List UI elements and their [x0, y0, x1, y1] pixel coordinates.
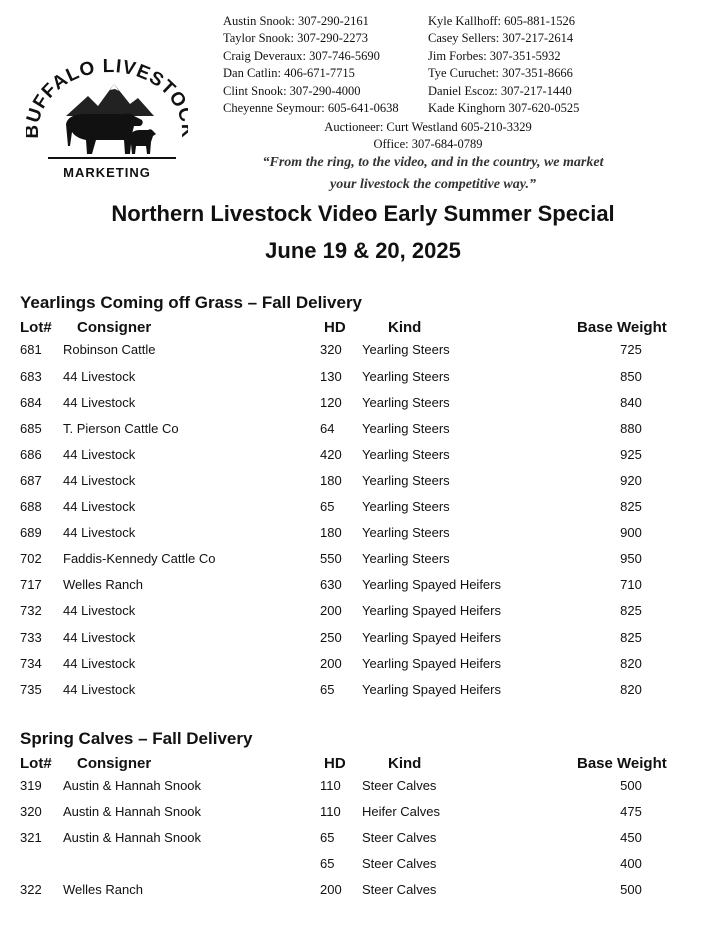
cell-weight: 850	[620, 369, 642, 384]
cell-weight: 825	[620, 603, 642, 618]
cell-kind: Yearling Steers	[362, 551, 450, 566]
cell-hd: 200	[320, 603, 342, 618]
cell-consigner: Austin & Hannah Snook	[63, 830, 202, 845]
cell-consigner: 44 Livestock	[63, 682, 136, 697]
cell-consigner: 44 Livestock	[63, 656, 136, 671]
col-header-consigner: Consigner	[77, 755, 152, 772]
cell-kind: Yearling Steers	[362, 473, 450, 488]
cell-weight: 840	[620, 395, 642, 410]
cell-lot: 734	[20, 656, 42, 671]
cell-weight: 725	[620, 342, 642, 357]
cell-kind: Steer Calves	[362, 830, 437, 845]
cell-lot: 686	[20, 447, 42, 462]
col-header-lot: Lot#	[20, 319, 52, 336]
logo-brand-bottom: MARKETING	[63, 165, 151, 180]
contact-entry: Craig Deveraux: 307-746-5690	[223, 48, 380, 63]
cell-weight: 950	[620, 551, 642, 566]
section-title-yearlings: Yearlings Coming off Grass – Fall Delivery	[20, 293, 363, 312]
cell-hd: 180	[320, 525, 342, 540]
cell-lot: 684	[20, 395, 42, 410]
col-header-weight: Base Weight	[577, 755, 667, 772]
cell-kind: Yearling Spayed Heifers	[362, 656, 501, 671]
cell-weight: 880	[620, 421, 642, 436]
cell-hd: 120	[320, 395, 342, 410]
cell-consigner: 44 Livestock	[63, 473, 136, 488]
cell-weight: 925	[620, 447, 642, 462]
slogan-line-1: “From the ring, to the video, and in the country, we market	[262, 155, 604, 170]
contact-entry: Kade Kinghorn 307-620-0525	[428, 101, 580, 116]
cell-weight: 900	[620, 525, 642, 540]
cell-kind: Yearling Spayed Heifers	[362, 577, 501, 592]
cell-hd: 130	[320, 369, 342, 384]
cell-weight: 825	[620, 499, 642, 514]
cell-consigner: T. Pierson Cattle Co	[63, 421, 179, 436]
contact-entry: Dan Catlin: 406-671-7715	[223, 66, 355, 81]
cell-hd: 65	[320, 499, 335, 514]
logo-brand-top: FFALO LIVEST	[29, 55, 180, 113]
auctioneer-line: Auctioneer: Curt Westland 605-210-3329	[324, 120, 532, 134]
cell-lot: 320	[20, 804, 42, 819]
cell-kind: Yearling Steers	[362, 421, 450, 436]
cell-hd: 200	[320, 656, 342, 671]
cell-lot: 732	[20, 603, 42, 618]
cell-hd: 180	[320, 473, 342, 488]
buffalo-livestock-logo	[26, 54, 188, 182]
cell-consigner: Austin & Hannah Snook	[63, 804, 202, 819]
cell-kind: Yearling Steers	[362, 499, 450, 514]
cell-lot: 319	[20, 778, 42, 793]
cell-weight: 500	[620, 882, 642, 897]
cell-kind: Yearling Steers	[362, 525, 450, 540]
col-header-consigner: Consigner	[77, 319, 152, 336]
contact-list-left	[223, 13, 399, 117]
cell-kind: Yearling Steers	[362, 369, 450, 384]
cell-kind: Steer Calves	[362, 856, 437, 871]
contact-entry: Austin Snook: 307-290-2161	[223, 14, 369, 28]
cell-kind: Yearling Steers	[362, 395, 450, 410]
office-line: Office: 307-684-0789	[373, 137, 483, 151]
cell-consigner: Robinson Cattle	[63, 342, 156, 357]
cell-weight: 825	[620, 630, 642, 645]
cell-weight: 475	[620, 804, 642, 819]
cell-hd: 320	[320, 342, 342, 357]
cell-kind: Steer Calves	[362, 882, 437, 897]
contact-entry: Daniel Escoz: 307-217-1440	[428, 83, 572, 98]
section-title-spring-calves: Spring Calves – Fall Delivery	[20, 729, 253, 748]
contact-entry: Jim Forbes: 307-351-5932	[428, 48, 561, 63]
cell-lot: 687	[20, 473, 42, 488]
cell-consigner: 44 Livestock	[63, 499, 136, 514]
cell-lot: 685	[20, 421, 42, 436]
cell-hd: 65	[320, 856, 335, 871]
cell-kind: Yearling Spayed Heifers	[362, 630, 501, 645]
cell-kind: Yearling Steers	[362, 342, 450, 357]
contact-entry: Cheyenne Seymour: 605-641-0638	[223, 101, 399, 116]
contact-entry: Tye Curuchet: 307-351-8666	[428, 66, 573, 81]
cell-hd: 250	[320, 630, 342, 645]
cell-hd: 420	[320, 447, 342, 462]
cell-lot: 702	[20, 551, 42, 566]
cell-weight: 820	[620, 656, 642, 671]
col-header-hd: HD	[324, 755, 346, 772]
col-header-hd: HD	[324, 319, 346, 336]
cell-hd: 630	[320, 577, 342, 592]
contact-entry: Kyle Kallhoff: 605-881-1526	[428, 14, 575, 28]
cell-hd: 550	[320, 551, 342, 566]
col-header-weight: Base Weight	[577, 319, 667, 336]
cell-consigner: 44 Livestock	[63, 525, 136, 540]
cell-weight: 450	[620, 830, 642, 845]
contact-entry: Casey Sellers: 307-217-2614	[428, 31, 574, 46]
cell-consigner: Austin & Hannah Snook	[63, 778, 202, 793]
cell-consigner: Faddis-Kennedy Cattle Co	[63, 551, 216, 566]
cell-kind: Yearling Spayed Heifers	[362, 603, 501, 618]
col-header-lot: Lot#	[20, 755, 52, 772]
page-title: Northern Livestock Video Early Summer Special	[111, 201, 615, 226]
cell-hd: 64	[320, 421, 335, 436]
cell-hd: 110	[320, 778, 341, 793]
cell-kind: Heifer Calves	[362, 804, 441, 819]
cell-lot: 322	[20, 882, 42, 897]
cell-consigner: Welles Ranch	[63, 577, 143, 592]
cell-consigner: Welles Ranch	[63, 882, 143, 897]
cell-weight: 400	[620, 856, 642, 871]
contact-entry: Clint Snook: 307-290-4000	[223, 83, 361, 98]
cell-consigner: 44 Livestock	[63, 447, 136, 462]
cell-kind: Yearling Steers	[362, 447, 450, 462]
cell-consigner: 44 Livestock	[63, 395, 136, 410]
cell-lot: 681	[20, 342, 42, 357]
cell-hd: 200	[320, 882, 342, 897]
cell-lot: 321	[20, 830, 42, 845]
cell-weight: 920	[620, 473, 642, 488]
cell-hd: 65	[320, 682, 335, 697]
cell-weight: 710	[620, 577, 642, 592]
cell-lot: 688	[20, 499, 42, 514]
cell-kind: Yearling Spayed Heifers	[362, 682, 501, 697]
col-header-kind: Kind	[388, 319, 422, 336]
slogan-line-2: your livestock the competitive way.”	[330, 177, 536, 192]
cell-hd: 65	[320, 830, 335, 845]
cell-consigner: 44 Livestock	[63, 603, 136, 618]
cell-weight: 500	[620, 778, 642, 793]
cell-consigner: 44 Livestock	[63, 369, 136, 384]
cell-weight: 820	[620, 682, 642, 697]
cell-lot: 735	[20, 682, 42, 697]
cell-lot: 733	[20, 630, 42, 645]
cell-kind: Steer Calves	[362, 778, 437, 793]
cell-lot: 683	[20, 369, 42, 384]
col-header-kind: Kind	[388, 755, 422, 772]
cell-lot: 717	[20, 577, 42, 592]
cell-consigner: 44 Livestock	[63, 630, 136, 645]
contact-entry: Taylor Snook: 307-290-2273	[223, 31, 368, 46]
cell-lot: 689	[20, 525, 42, 540]
sale-date: June 19 & 20, 2025	[265, 238, 461, 263]
contact-list-right	[428, 13, 579, 117]
cell-hd: 110	[320, 804, 341, 819]
